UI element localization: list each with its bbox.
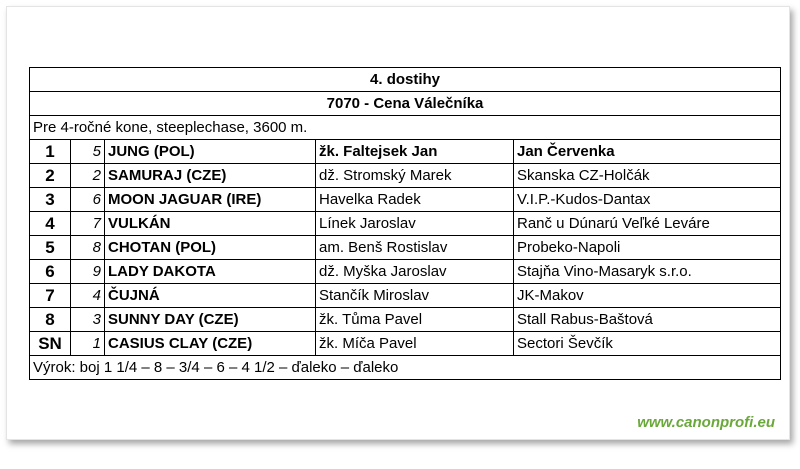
- owner-name: Stajňa Vino-Masaryk s.r.o.: [514, 260, 781, 284]
- watermark: www.canonprofi.eu: [637, 414, 775, 431]
- owner-name: V.I.P.-Kudos-Dantax: [514, 188, 781, 212]
- horse-name: LADY DAKOTA: [105, 260, 316, 284]
- owner-name: Skanska CZ-Holčák: [514, 164, 781, 188]
- jockey-name: dž. Myška Jaroslav: [316, 260, 514, 284]
- owner-name: Ranč u Dúnarú Veľké Leváre: [514, 212, 781, 236]
- horse-name: MOON JAGUAR (IRE): [105, 188, 316, 212]
- jockey-name: Havelka Radek: [316, 188, 514, 212]
- table-row: [30, 308, 781, 332]
- horse-name: ČUJNÁ: [105, 284, 316, 308]
- table-row: [30, 284, 781, 308]
- start-number: 4: [71, 284, 105, 308]
- jockey-name: Línek Jaroslav: [316, 212, 514, 236]
- document-sheet: [6, 6, 790, 440]
- race-number-row: [30, 68, 781, 92]
- verdict: Výrok: boj 1 1/4 – 8 – 3/4 – 6 – 4 1/2 – ďaleko – ďaleko: [30, 356, 781, 380]
- table-row: [30, 236, 781, 260]
- owner-name: JK-Makov: [514, 284, 781, 308]
- jockey-name: am. Benš Rostislav: [316, 236, 514, 260]
- horse-name: JUNG (POL): [105, 140, 316, 164]
- horse-name: SAMURAJ (CZE): [105, 164, 316, 188]
- race-title-row: [30, 92, 781, 116]
- start-number: 2: [71, 164, 105, 188]
- jockey-name: žk. Tůma Pavel: [316, 308, 514, 332]
- owner-name: Jan Červenka: [514, 140, 781, 164]
- horse-name: SUNNY DAY (CZE): [105, 308, 316, 332]
- finish-position: 7: [30, 284, 71, 308]
- start-number: 7: [71, 212, 105, 236]
- start-number: 9: [71, 260, 105, 284]
- verdict-row: [30, 356, 781, 380]
- jockey-name: dž. Stromský Marek: [316, 164, 514, 188]
- owner-name: Probeko-Napoli: [514, 236, 781, 260]
- finish-position: 3: [30, 188, 71, 212]
- start-number: 5: [71, 140, 105, 164]
- start-number: 6: [71, 188, 105, 212]
- jockey-name: žk. Faltejsek Jan: [316, 140, 514, 164]
- owner-name: Stall Rabus-Baštová: [514, 308, 781, 332]
- race-title: 7070 - Cena Válečníka: [30, 92, 781, 116]
- jockey-name: Stančík Miroslav: [316, 284, 514, 308]
- finish-position: 8: [30, 308, 71, 332]
- finish-position: 6: [30, 260, 71, 284]
- horse-name: VULKÁN: [105, 212, 316, 236]
- owner-name: Sectori Ševčík: [514, 332, 781, 356]
- table-row: [30, 188, 781, 212]
- start-number: 8: [71, 236, 105, 260]
- finish-position: 5: [30, 236, 71, 260]
- table-row: [30, 140, 781, 164]
- finish-position: 2: [30, 164, 71, 188]
- table-row: [30, 260, 781, 284]
- table-row: [30, 332, 781, 356]
- table-row: [30, 164, 781, 188]
- race-number: 4. dostihy: [30, 68, 781, 92]
- finish-position: 4: [30, 212, 71, 236]
- start-number: 1: [71, 332, 105, 356]
- jockey-name: žk. Míča Pavel: [316, 332, 514, 356]
- race-conditions: Pre 4-ročné kone, steeplechase, 3600 m.: [30, 116, 781, 140]
- horse-name: CASIUS CLAY (CZE): [105, 332, 316, 356]
- finish-position: SN: [30, 332, 71, 356]
- table-row: [30, 212, 781, 236]
- finish-position: 1: [30, 140, 71, 164]
- race-conditions-row: [30, 116, 781, 140]
- start-number: 3: [71, 308, 105, 332]
- horse-name: CHOTAN (POL): [105, 236, 316, 260]
- race-results-table: [29, 67, 781, 380]
